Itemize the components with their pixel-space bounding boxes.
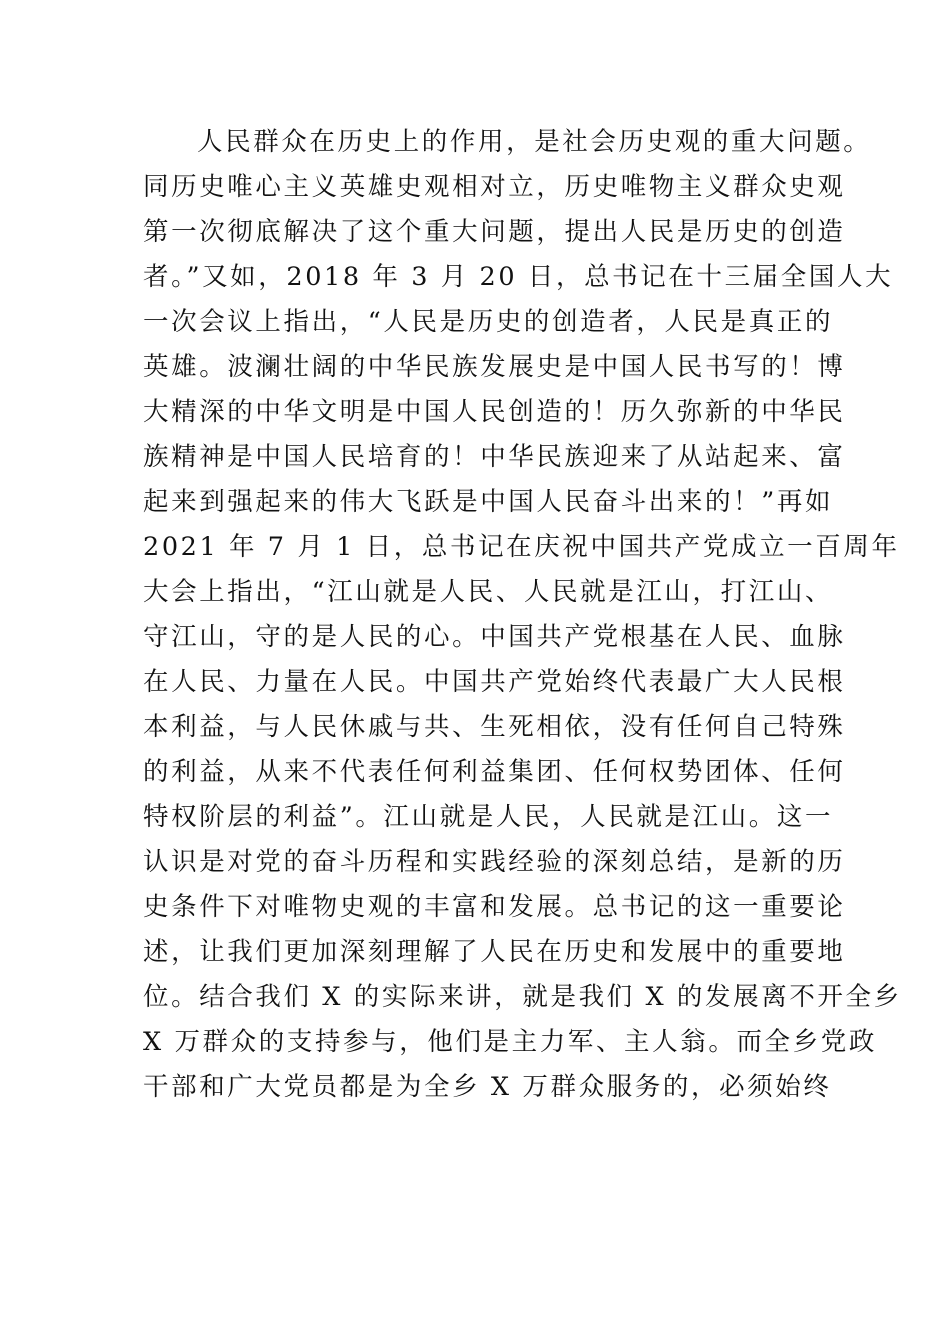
text-line: 干部和广大党员都是为全乡 X 万群众服务的，必须始终 [143, 1072, 832, 1102]
text-line: 族精神是中国人民培育的！中华民族迎来了从站起来、富 [143, 442, 846, 472]
text-line: 起来到强起来的伟大飞跃是中国人民奋斗出来的！”再如 [143, 487, 834, 517]
text-line: 守江山，守的是人民的心。中国共产党根基在人民、血脉 [143, 622, 846, 652]
text-line: 人民群众在历史上的作用，是社会历史观的重大问题。 [197, 127, 872, 157]
text-line: 大精深的中华文明是中国人民创造的！历久弥新的中华民 [143, 397, 846, 427]
text-line: 位。结合我们 X 的实际来讲，就是我们 X 的发展离不开全乡 [143, 982, 902, 1012]
text-line: 第一次彻底解决了这个重大问题，提出人民是历史的创造 [143, 217, 846, 247]
text-line: 述，让我们更加深刻理解了人民在历史和发展中的重要地 [143, 937, 846, 967]
text-line: 者。”又如，2018 年 3 月 20 日，总书记在十三届全国人大 [143, 262, 894, 292]
text-line: 英雄。波澜壮阔的中华民族发展史是中国人民书写的！博 [143, 352, 846, 382]
text-line: X 万群众的支持参与，他们是主力军、主人翁。而全乡党政 [143, 1027, 877, 1057]
body-paragraph [143, 120, 902, 1110]
text-line: 大会上指出，“江山就是人民、人民就是江山，打江山、 [143, 577, 834, 607]
text-line: 在人民、力量在人民。中国共产党始终代表最广大人民根 [143, 667, 846, 697]
text-line: 史条件下对唯物史观的丰富和发展。总书记的这一重要论 [143, 892, 846, 922]
text-line: 认识是对党的奋斗历程和实践经验的深刻总结，是新的历 [143, 847, 846, 877]
text-line: 同历史唯心主义英雄史观相对立，历史唯物主义群众史观 [143, 172, 846, 202]
text-line: 特权阶层的利益”。江山就是人民，人民就是江山。这一 [143, 802, 834, 832]
text-line: 2021 年 7 月 1 日，总书记在庆祝中国共产党成立一百周年 [143, 532, 900, 562]
text-line: 本利益，与人民休戚与共、生死相依，没有任何自己特殊 [143, 712, 846, 742]
text-line: 一次会议上指出，“人民是历史的创造者，人民是真正的 [143, 307, 834, 337]
text-line: 的利益，从来不代表任何利益集团、任何权势团体、任何 [143, 757, 846, 787]
